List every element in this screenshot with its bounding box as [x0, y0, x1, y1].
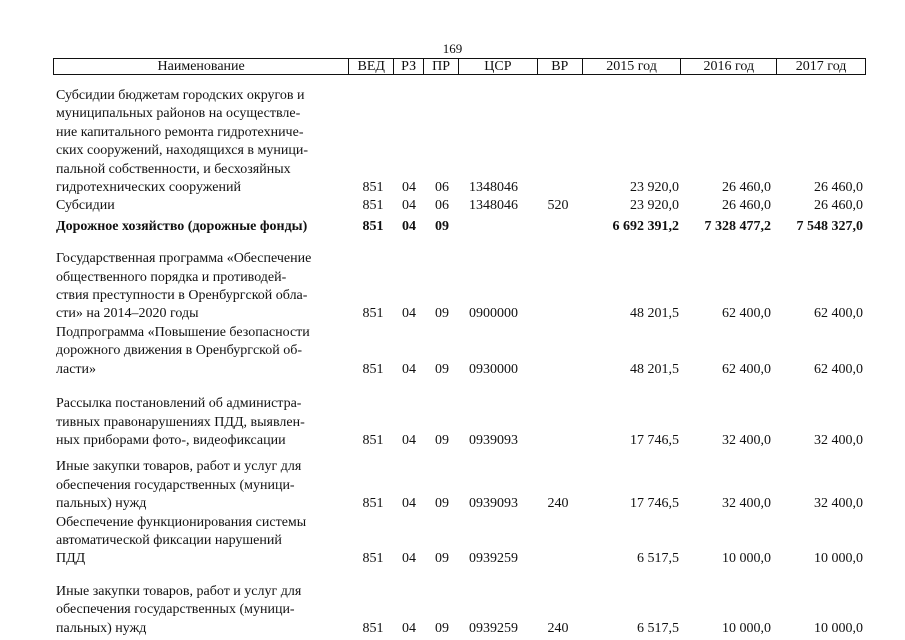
row-rz: 04: [402, 198, 416, 214]
row-ved: 851: [362, 306, 384, 322]
row-name: Дорожное хозяйство (дорожные фонды): [56, 218, 308, 234]
row-name: Обеспечение функционирования системы автоматической фиксации нарушений ПДД: [56, 514, 307, 567]
row-rz: 04: [402, 432, 416, 448]
row-pr: 09: [435, 306, 449, 322]
row-value-2017: 10 000,0: [814, 551, 863, 567]
row-value-2016: 10 000,0: [722, 551, 771, 567]
row-rz: 04: [402, 551, 416, 567]
row-value-2017: 26 460,0: [814, 198, 863, 214]
row-name: Рассылка постановлений об администра- тивных правонарушениях ПДД, выявлен- ных приборами фото-, видеофиксации: [56, 396, 305, 448]
row-value-2016: 7 328 477,2: [704, 218, 771, 234]
row-ved: 851: [362, 180, 384, 196]
row-value-2017: 7 548 327,0: [796, 218, 863, 234]
row-value-2016: 62 400,0: [722, 306, 771, 322]
row-value-2015: 48 201,5: [630, 306, 679, 322]
row-rz: 04: [402, 180, 416, 196]
row-name: Субсидии: [56, 198, 115, 214]
table-row: [53, 458, 866, 513]
header-pr: ПР: [424, 59, 459, 74]
row-pr: 09: [435, 496, 449, 512]
page-number: 169: [442, 41, 463, 56]
header-2016: 2016 год: [681, 59, 777, 74]
row-pr: 09: [435, 432, 449, 448]
row-value-2015: 17 746,5: [630, 496, 679, 512]
table-row: [53, 583, 866, 638]
row-ved: 851: [362, 620, 384, 636]
row-pr: 09: [435, 551, 449, 567]
table-row: [53, 324, 866, 379]
header-2017: 2017 год: [795, 59, 847, 74]
row-value-2015: 23 920,0: [630, 198, 679, 214]
row-value-2016: 26 460,0: [722, 180, 771, 196]
row-ved: 851: [362, 496, 384, 512]
row-csr: 0930000: [469, 361, 518, 377]
row-value-2017: 62 400,0: [814, 306, 863, 322]
row-ved: 851: [362, 432, 384, 448]
row-ved: 851: [362, 551, 384, 567]
row-pr: 06: [435, 180, 449, 196]
row-pr: 09: [435, 218, 449, 234]
table-row: [53, 218, 866, 236]
row-csr: 1348046: [469, 180, 518, 196]
row-name: Иные закупки товаров, работ и услуг для обеспечения государственных (муници- пальных) нужд: [56, 583, 302, 636]
row-ved: 851: [362, 361, 384, 377]
row-value-2016: 26 460,0: [722, 198, 771, 214]
row-rz: 04: [402, 306, 416, 322]
row-csr: 0939259: [469, 620, 518, 636]
row-csr: 1348046: [469, 198, 518, 214]
table-header: [53, 58, 866, 75]
row-csr: 0939093: [469, 432, 518, 448]
row-csr: 0900000: [469, 306, 518, 322]
row-value-2016: 32 400,0: [722, 496, 771, 512]
row-value-2016: 62 400,0: [722, 361, 771, 377]
row-vr: 240: [547, 496, 569, 512]
row-value-2017: 26 460,0: [814, 180, 863, 196]
table-body: [53, 87, 866, 638]
row-csr: 0939093: [469, 496, 518, 512]
row-name: Подпрограмма «Повышение безопасности дорожного движения в Оренбургской об- ласти»: [56, 324, 310, 377]
row-value-2015: 6 517,5: [637, 620, 679, 636]
row-rz: 04: [402, 620, 416, 636]
row-pr: 09: [435, 361, 449, 377]
header-name: Наименование: [54, 59, 349, 74]
row-vr: 520: [547, 198, 569, 214]
row-vr: 240: [547, 620, 569, 636]
table-row: [53, 395, 866, 450]
table-row: [53, 197, 866, 215]
row-value-2015: 17 746,5: [630, 432, 679, 448]
row-value-2017: 62 400,0: [814, 361, 863, 377]
row-ved: 851: [362, 198, 384, 214]
row-csr: 0939259: [469, 551, 518, 567]
row-value-2015: 6 692 391,2: [612, 218, 679, 234]
row-rz: 04: [402, 361, 416, 377]
header-ved: ВЕД: [349, 59, 394, 74]
table-row: [53, 87, 866, 197]
header-csr: ЦСР: [459, 59, 538, 74]
table-row: [53, 250, 866, 324]
row-value-2015: 6 517,5: [637, 551, 679, 567]
row-pr: 06: [435, 198, 449, 214]
row-value-2017: 32 400,0: [814, 432, 863, 448]
row-rz: 04: [402, 218, 416, 234]
row-ved: 851: [362, 218, 384, 234]
header-rz: РЗ: [394, 59, 424, 74]
row-value-2015: 23 920,0: [630, 180, 679, 196]
row-value-2016: 10 000,0: [722, 620, 771, 636]
row-name: Иные закупки товаров, работ и услуг для обеспечения государственных (муници- пальных) нужд: [56, 459, 302, 512]
row-pr: 09: [435, 620, 449, 636]
row-name: Субсидии бюджетам городских округов и муниципальных районов на осуществле- ние капитального ремонта гидротехниче- ских сооружений, находящихся в муници- пальной собственности, и бесхозяйных гидротехнических сооружений: [56, 88, 308, 196]
row-value-2017: 32 400,0: [814, 496, 863, 512]
row-rz: 04: [402, 496, 416, 512]
row-value-2017: 10 000,0: [814, 620, 863, 636]
row-name: Государственная программа «Обеспечение общественного порядка и противодей- ствия преступности в Оренбургской обла- сти» на 2014–2020 годы: [56, 251, 312, 322]
header-2015: 2015 год: [583, 59, 682, 74]
table-row: [53, 514, 866, 569]
header-vr: ВР: [538, 59, 583, 74]
row-value-2015: 48 201,5: [630, 361, 679, 377]
row-value-2016: 32 400,0: [722, 432, 771, 448]
